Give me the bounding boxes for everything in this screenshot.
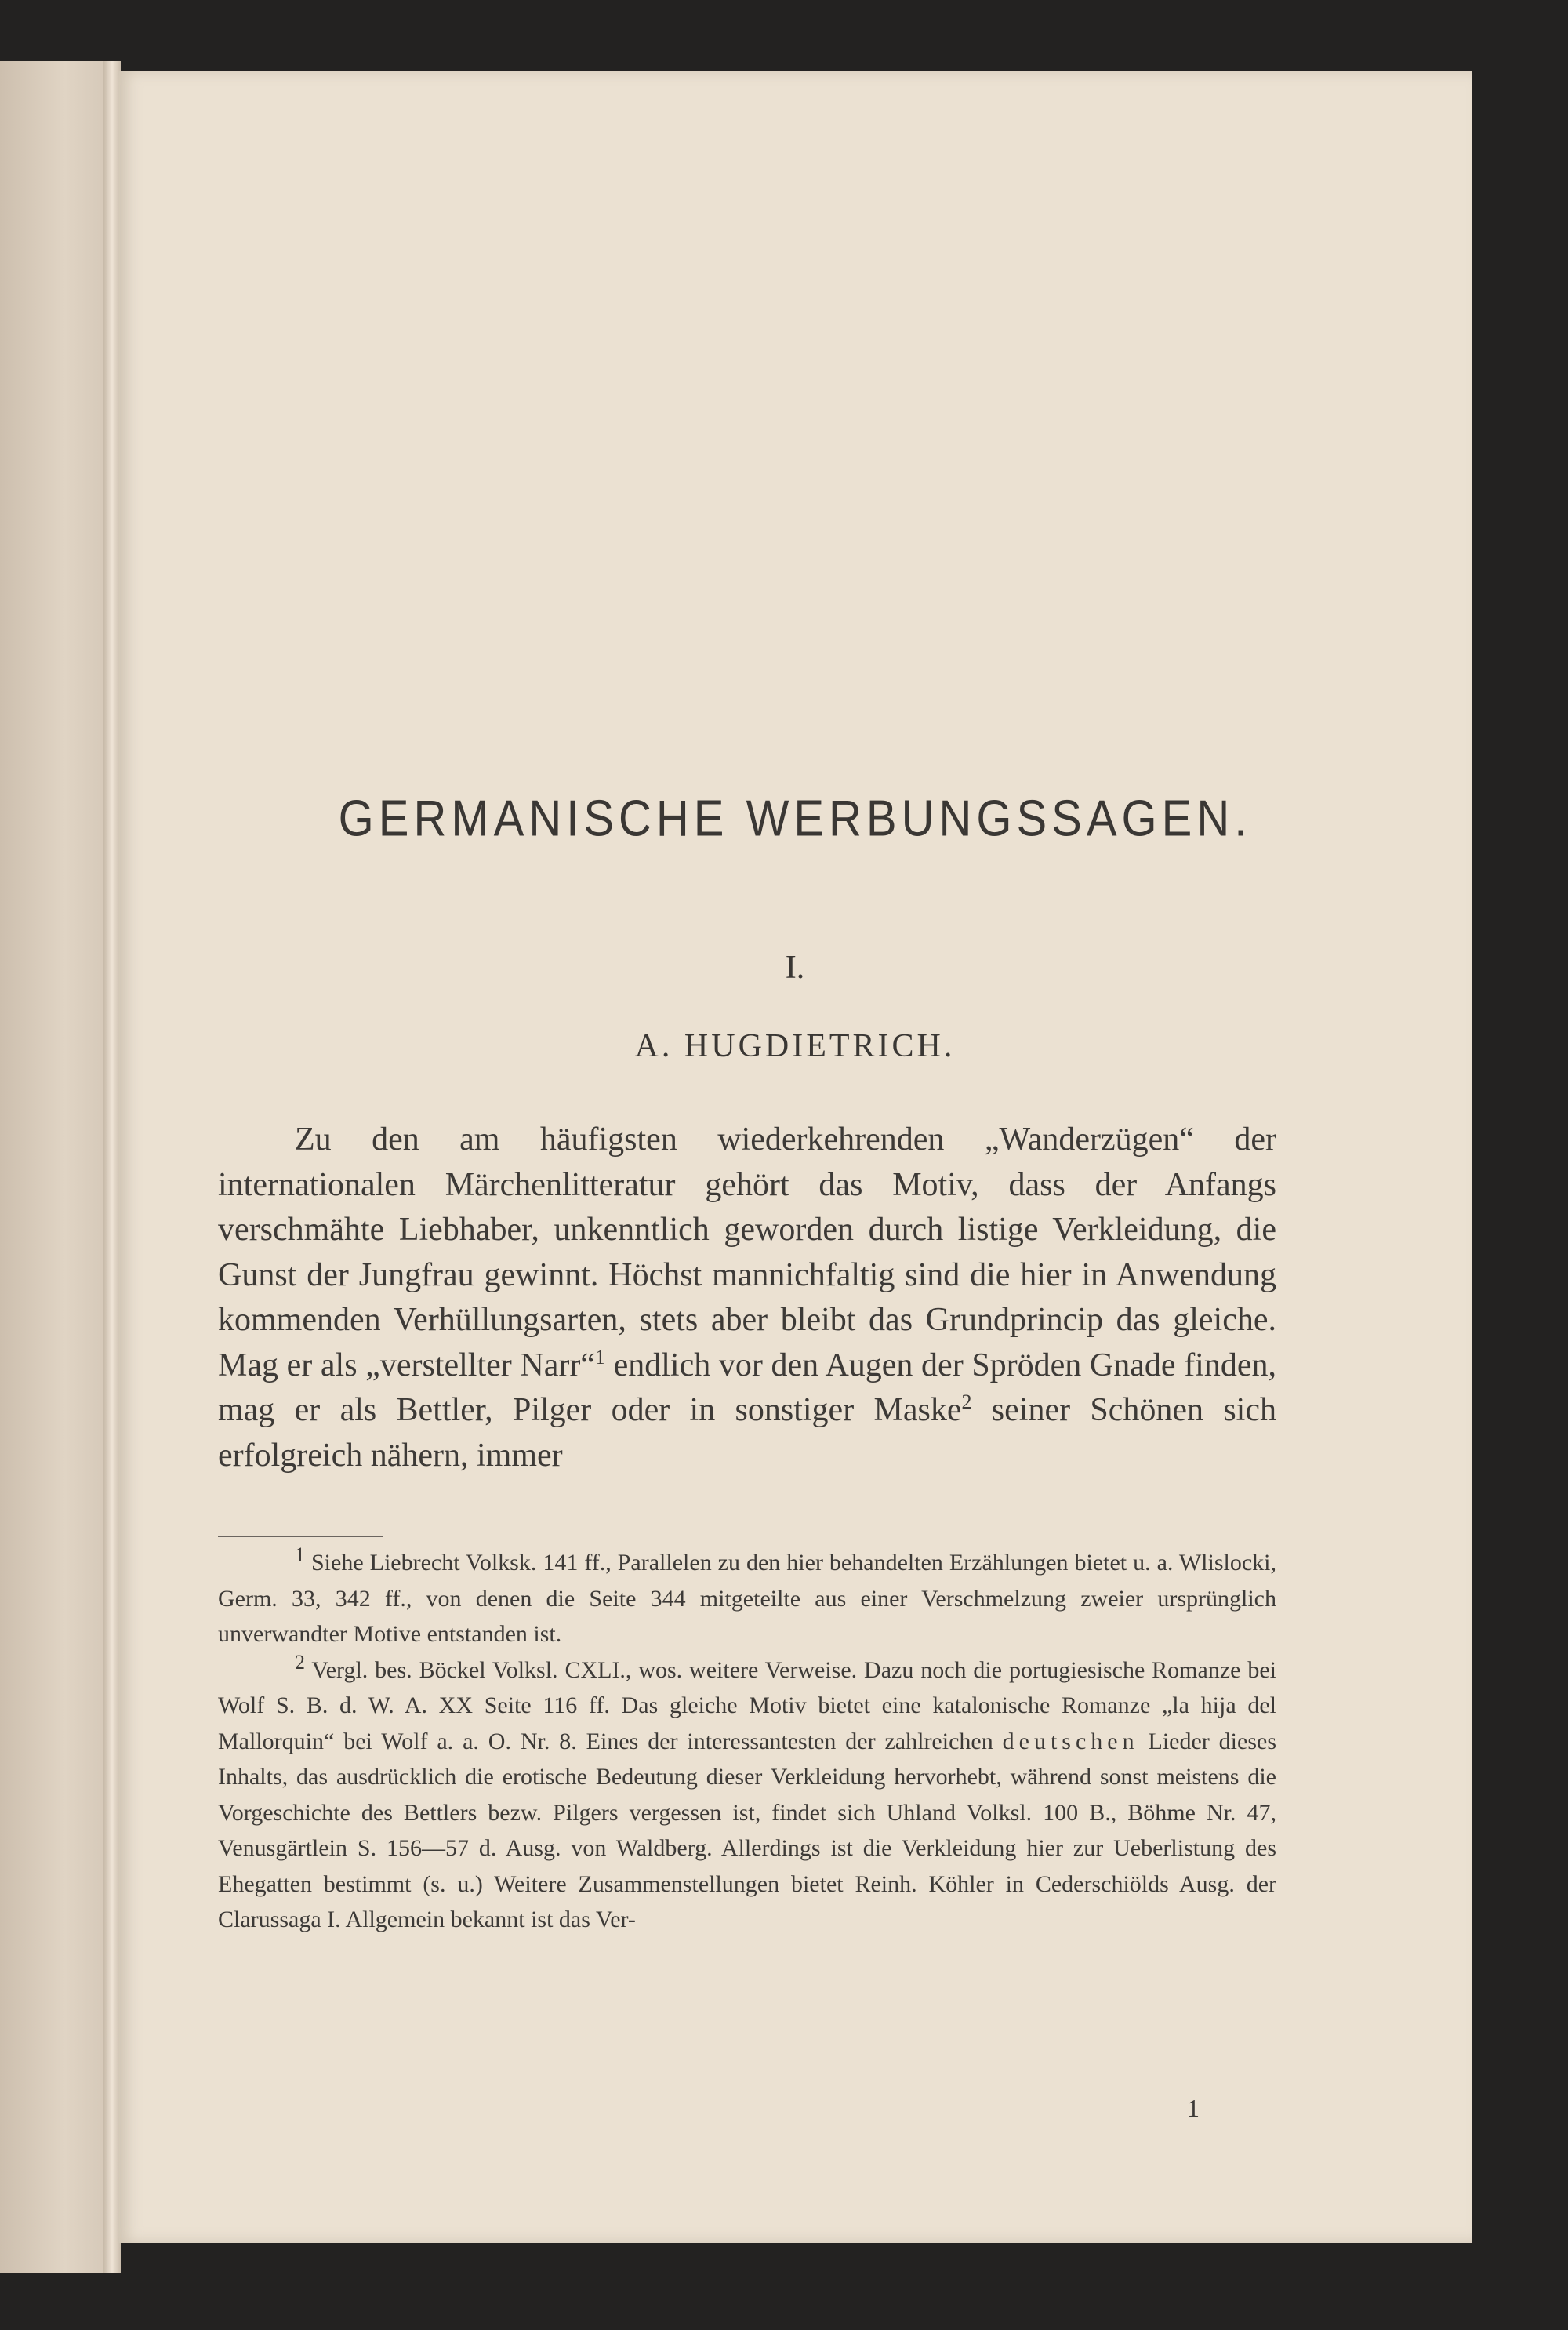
page-number: 1 bbox=[1187, 2094, 1200, 2122]
body-paragraph bbox=[218, 1118, 1276, 1478]
body-text-part: seiner Schönen sich erfolgreich nähern, immer bbox=[218, 1392, 1276, 1474]
body-text bbox=[218, 1118, 1276, 1478]
body-text-part: Zu den am häufigsten wiederkehrenden „Wanderzügen“ der internationalen Märchenlitteratur gehört das Motiv, dass der Anfangs verschmähte Liebhaber, unkenntlich geworden durch listige Verkleidung, die Gunst der Jungfrau gewinnt. Höchst mannichfaltig sind die hier in Anwendung kommenden Verhüllungsarten, stets aber bleibt das Grundprincip das gleiche. Mag er als „verstellter Narr“ bbox=[218, 1121, 1276, 1383]
footnote-mark: 2 bbox=[295, 1650, 305, 1674]
body-text-part: endlich vor den Augen der Spröden Gnade finden, mag er als Bettler, Pilger oder in sonstiger Maske bbox=[218, 1347, 1276, 1428]
part-number: I. bbox=[785, 950, 805, 986]
footnote-text: Vergl. bes. Böckel Volksl. CXLI., wos. weitere Verweise. Dazu noch die portugiesische Romanze bei Wolf S. B. d. W. A. XX Seite 116 ff. Das gleiche Motiv bietet eine katalonische Romanze „la hija del Mallorquin“ bei Wolf a. a. O. Nr. 8. Eines der interessantesten der zahlreichen bbox=[218, 1656, 1276, 1754]
footnote-text: Siehe Liebrecht Volksk. 141 ff., Parallelen zu den hier behandelten Erzählungen bietet u. a. Wlislocki, Germ. 33, 342 ff., von denen die Seite 344 mitgeteilte aus einer Verschmelzung zweier ursprünglich unverwandter Motive entstanden ist. bbox=[218, 1550, 1276, 1647]
footnote-text: Lieder dieses Inhalts, das ausdrücklich die erotische Bedeutung dieser Verkleidung hervorhebt, während sonst meistens die Vorgeschichte des Bettlers bezw. Pilgers vergessen ist, findet sich Uhland Volksl. 100 B., Böhme Nr. 47, Venusgärtlein S. 156—57 d. Ausg. von Waldberg. Allerdings ist die Verkleidung hier zur Ueberlistung des Ehegatten bestimmt (s. u.) Weitere Zusammenstellungen bietet Reinh. Köhler in Cederschiölds Ausg. der Clarussaga I. Allgemein bekannt ist das Ver- bbox=[218, 1728, 1276, 1932]
page-title: GERMANISCHE WERBUNGSSAGEN. bbox=[338, 790, 1252, 847]
footnote-1 bbox=[218, 1545, 1276, 1652]
footnote-divider bbox=[218, 1536, 383, 1537]
footnotes bbox=[218, 1545, 1276, 1938]
book-page bbox=[118, 71, 1472, 2243]
footnote-ref: 1 bbox=[594, 1345, 605, 1369]
footnote-ref: 2 bbox=[961, 1390, 972, 1413]
section-title: A. HUGDIETRICH. bbox=[634, 1028, 956, 1064]
footnote-2 bbox=[218, 1652, 1276, 1938]
footnote-mark: 1 bbox=[295, 1543, 305, 1566]
footnote-emphasis: deutschen bbox=[1002, 1728, 1139, 1754]
facing-page-edge bbox=[0, 61, 118, 2273]
